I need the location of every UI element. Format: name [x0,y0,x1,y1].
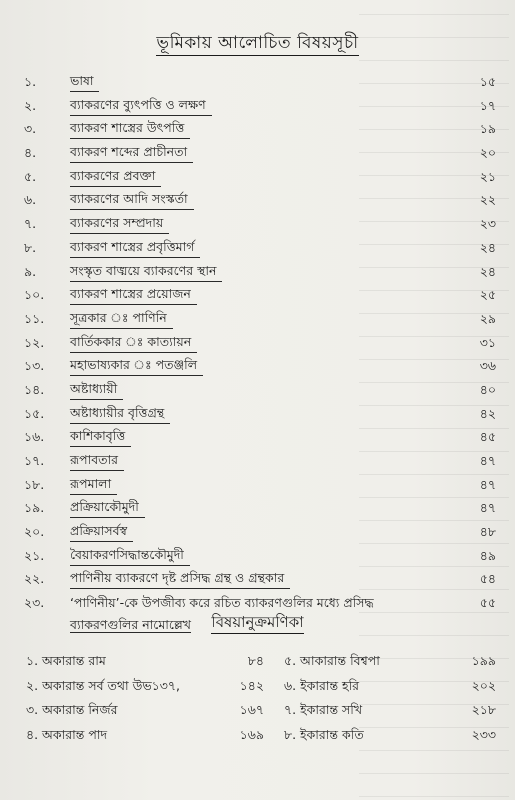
toc-line-2: ব্যাকরণগুলির নামোল্লেখ [70,617,192,633]
index-right-page: ১৯৯ [471,653,496,668]
toc-row: ৭. ব্যাকরণের সম্প্রদায় ২৩ [20,213,500,237]
index-right-page: ২১৮ [471,702,496,717]
toc-row: ১২. বার্তিককার ঃ কাত্যায়ন ৩১ [20,332,500,356]
toc-line-1: ‘পাণিনীয়’-কে উপজীব্য করে রচিত ব্যাকরণগুলির মধ্যে প্রসিদ্ধ [70,595,374,611]
toc-row: ২০. প্রক্রিয়াসর্বস্ব ৪৮ [20,521,500,545]
toc-row: ২. ব্যাকরণের ব্যুৎপত্তি ও লক্ষণ ১৭ [20,95,500,119]
index-left-page: ১৪২ [239,677,264,693]
index-right-page: ২০২ [471,677,496,693]
toc-row: ১৭. রূপাবতার ৪৭ [20,450,500,474]
toc-heading: ভূমিকায় আলোচিত বিষয়সূচী [0,30,515,58]
index-row [26,724,496,749]
index-left-label: ১. অকারান্ত রাম [26,653,106,668]
toc-row: ১. ভাষা ১৫ [20,71,500,95]
index-right-label: ৫. আকারান্ত বিশ্বপা [284,653,380,668]
toc-row: ১১. সূত্রকার ঃ পাণিনি ২৯ [20,308,500,332]
toc-row: ১৬. কাশিকাবৃত্তি ৪৫ [20,426,500,450]
toc-row: ১৫. অষ্টাধ্যায়ীর বৃত্তিগ্রন্থ ৪২ [20,403,500,427]
index-left-page: ১৬৯ [239,726,264,742]
toc-list [20,71,500,638]
index-right-label: ৬. ইকারান্ত হরি [284,677,360,693]
toc-row: ৯. সংস্কৃত বাঙ্ময়ে ব্যাকরণের স্থান ২৪ [20,261,500,285]
toc-row: ২২. পাণিনীয় ব্যাকরণে দৃষ্ট প্রসিদ্ধ গ্রন্থ ও গ্রন্থকার ৫৪ [20,568,500,592]
toc-row: ১৮. রূপমালা ৪৭ [20,474,500,498]
toc-row: ১৩. মহাভাষ্যকার ঃ পতঞ্জলি ৩৬ [20,355,500,379]
toc-row: ৫. ব্যাকরণের প্রবক্তা ২১ [20,166,500,190]
index-right-page: ২৩৩ [471,726,496,742]
toc-row: ৩. ব্যাকরণ শাস্ত্রের উৎপত্তি ১৯ [20,118,500,142]
toc-row: ৪. ব্যাকরণ শব্দের প্রাচীনতা ২০ [20,142,500,166]
index-row [26,650,496,675]
index-left-label: ৩. অকারান্ত নির্জর [26,702,118,717]
index-right-label: ৭. ইকারান্ত সখি [284,702,363,717]
index-heading: বিষয়ানুক্রমণিকা [0,611,515,636]
index-left-page: ৮৪ [247,653,264,668]
index-right-label: ৮. ইকারান্ত কতি [284,726,364,742]
toc-row: ৮. ব্যাকরণ শাস্ত্রের প্রবৃত্তিমার্গ ২৪ [20,237,500,261]
toc-row: ৬. ব্যাকরণের আদি সংস্কর্তা ২২ [20,189,500,213]
toc-row: ১৪. অষ্টাধ্যায়ী ৪০ [20,379,500,403]
toc-row: ২১. বৈয়াকরণসিদ্ধান্তকৌমুদী ৪৯ [20,545,500,569]
index-row [26,675,496,700]
toc-row: ১৯. প্রক্রিয়াকৌমুদী ৪৭ [20,497,500,521]
index-left-label: ২. অকারান্ত সর্ব তথা উভ১৩৭, [26,677,181,693]
index-row [26,699,496,724]
toc-row: ২৩. ‘পাণিনীয়’-কে উপজীব্য করে রচিত ব্যাকরণগুলির মধ্যে প্রসিদ্ধ ব্যাকরণগুলির নামোল্লেখ ৫৫ [24,595,496,633]
index-list [26,650,496,748]
index-left-page: ১৬৭ [239,702,264,717]
toc-row: ১০. ব্যাকরণ শাস্ত্রের প্রয়োজন ২৫ [20,284,500,308]
index-left-label: ৪. অকারান্ত পাদ [26,726,108,742]
